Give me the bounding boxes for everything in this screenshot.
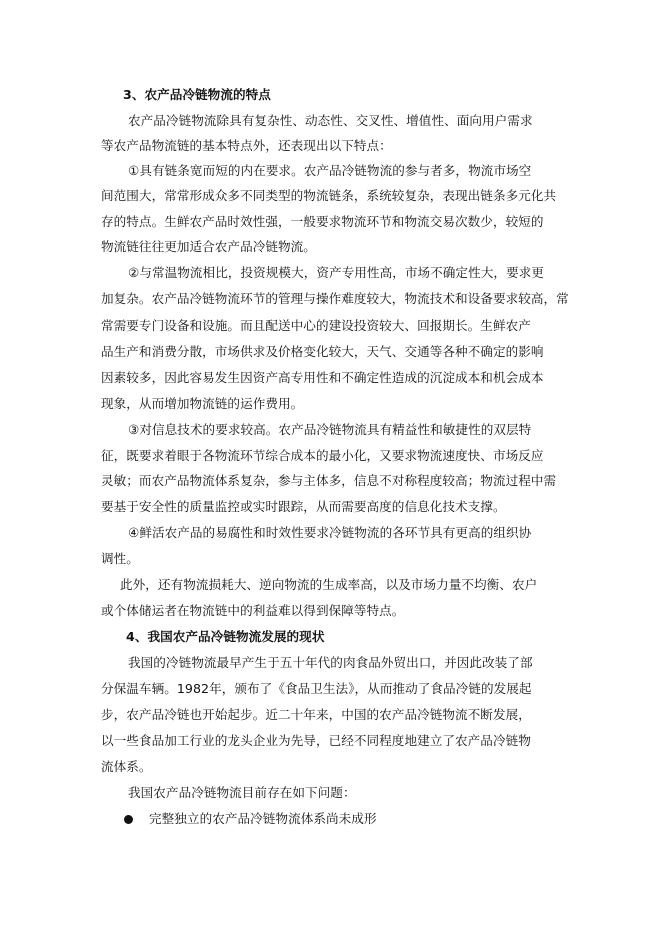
paragraph-line: 征，既要求着眼于各物流环节综合成本的最小化，又要求物流速度快、市场反应: [101, 448, 544, 463]
paragraph-line: 要基于安全性的质量监控或实时跟踪，从而需要高度的信息化技术支撑。: [101, 499, 506, 514]
paragraph-line: 农产品冷链物流除具有复杂性、动态性、交叉性、增值性、面向用户需求: [128, 113, 533, 128]
paragraph-line: 以一些食品加工行业的龙头企业为先导，已经不同程度地建立了农产品冷链物: [101, 733, 531, 748]
paragraph-line: 分保温车辆。1982年，颁布了《食品卫生法》，从而推动了食品冷链的发展起: [101, 681, 532, 696]
paragraph-line: 或个体储运者在物流链中的利益难以得到保障等特点。: [101, 603, 405, 618]
paragraph-line: 存的特点。生鲜农产品时效性强，一般要求物流环节和物流交易次数少，较短的: [101, 214, 544, 229]
paragraph-line: 物流链往往更加适合农产品冷链物流。: [101, 239, 316, 254]
paragraph-line: 现象，从而增加物流链的运作费用。: [101, 396, 304, 411]
paragraph-line: 加复杂。农产品冷链物流环节的管理与操作难度较大，物流技术和设备要求较高，常: [101, 291, 569, 306]
paragraph-line: 此外，还有物流损耗大、逆向物流的生成率高，以及市场力量不均衡、农户: [120, 577, 538, 592]
section-heading-4: 4、我国农产品冷链物流发展的现状: [126, 629, 325, 644]
paragraph-line: ①具有链条宽而短的内在要求。农产品冷链物流的参与者多，物流市场空: [128, 163, 532, 178]
paragraph-line: 调性。: [101, 551, 139, 566]
paragraph-line: 品生产和消费分散，市场供求及价格变化较大，天气、交通等各种不确定的影响: [101, 344, 544, 359]
paragraph-line: ③对信息技术的要求较高。农产品冷链物流具有精益性和敏捷性的双层特: [128, 422, 532, 437]
section-heading-3: 3、农产品冷链物流的特点: [123, 87, 271, 102]
paragraph-line: ④鲜活农产品的易腐性和时效性要求冷链物流的各环节具有更高的组织协: [128, 525, 532, 540]
paragraph-line: ②与常温物流相比，投资规模大，资产专用性高，市场不确定性大，要求更: [128, 265, 544, 280]
paragraph-line: 步，农产品冷链也开始起步。近二十年来，中国的农产品冷链物流不断发展，: [101, 707, 531, 722]
paragraph-line: 间范围大，常常形成众多不同类型的物流链条，系统较复杂，表现出链条多元化共: [101, 188, 557, 203]
paragraph-line: 灵敏；而农产品物流体系复杂，参与主体多，信息不对称程度较高；物流过程中需: [101, 473, 557, 488]
paragraph-line: 因素较多，因此容易发生因资产高专用性和不确定性造成的沉淀成本和机会成本: [101, 370, 544, 385]
paragraph-line: 等农产品物流链的基本特点外，还表现出以下特点：: [101, 138, 392, 153]
paragraph-line: 我国农产品冷链物流目前存在如下问题：: [128, 785, 356, 800]
bullet-item: 完整独立的农产品冷链物流体系尚未成形: [149, 811, 377, 826]
bullet-dot-icon: [124, 815, 133, 824]
paragraph-line: 流体系。: [101, 759, 152, 774]
paragraph-line: 常需要专门设备和设施。而且配送中心的建设投资较大、回报期长。生鲜农产: [101, 318, 531, 333]
paragraph-line: 我国的冷链物流最早产生于五十年代的肉食品外贸出口，并因此改装了部: [128, 655, 533, 670]
